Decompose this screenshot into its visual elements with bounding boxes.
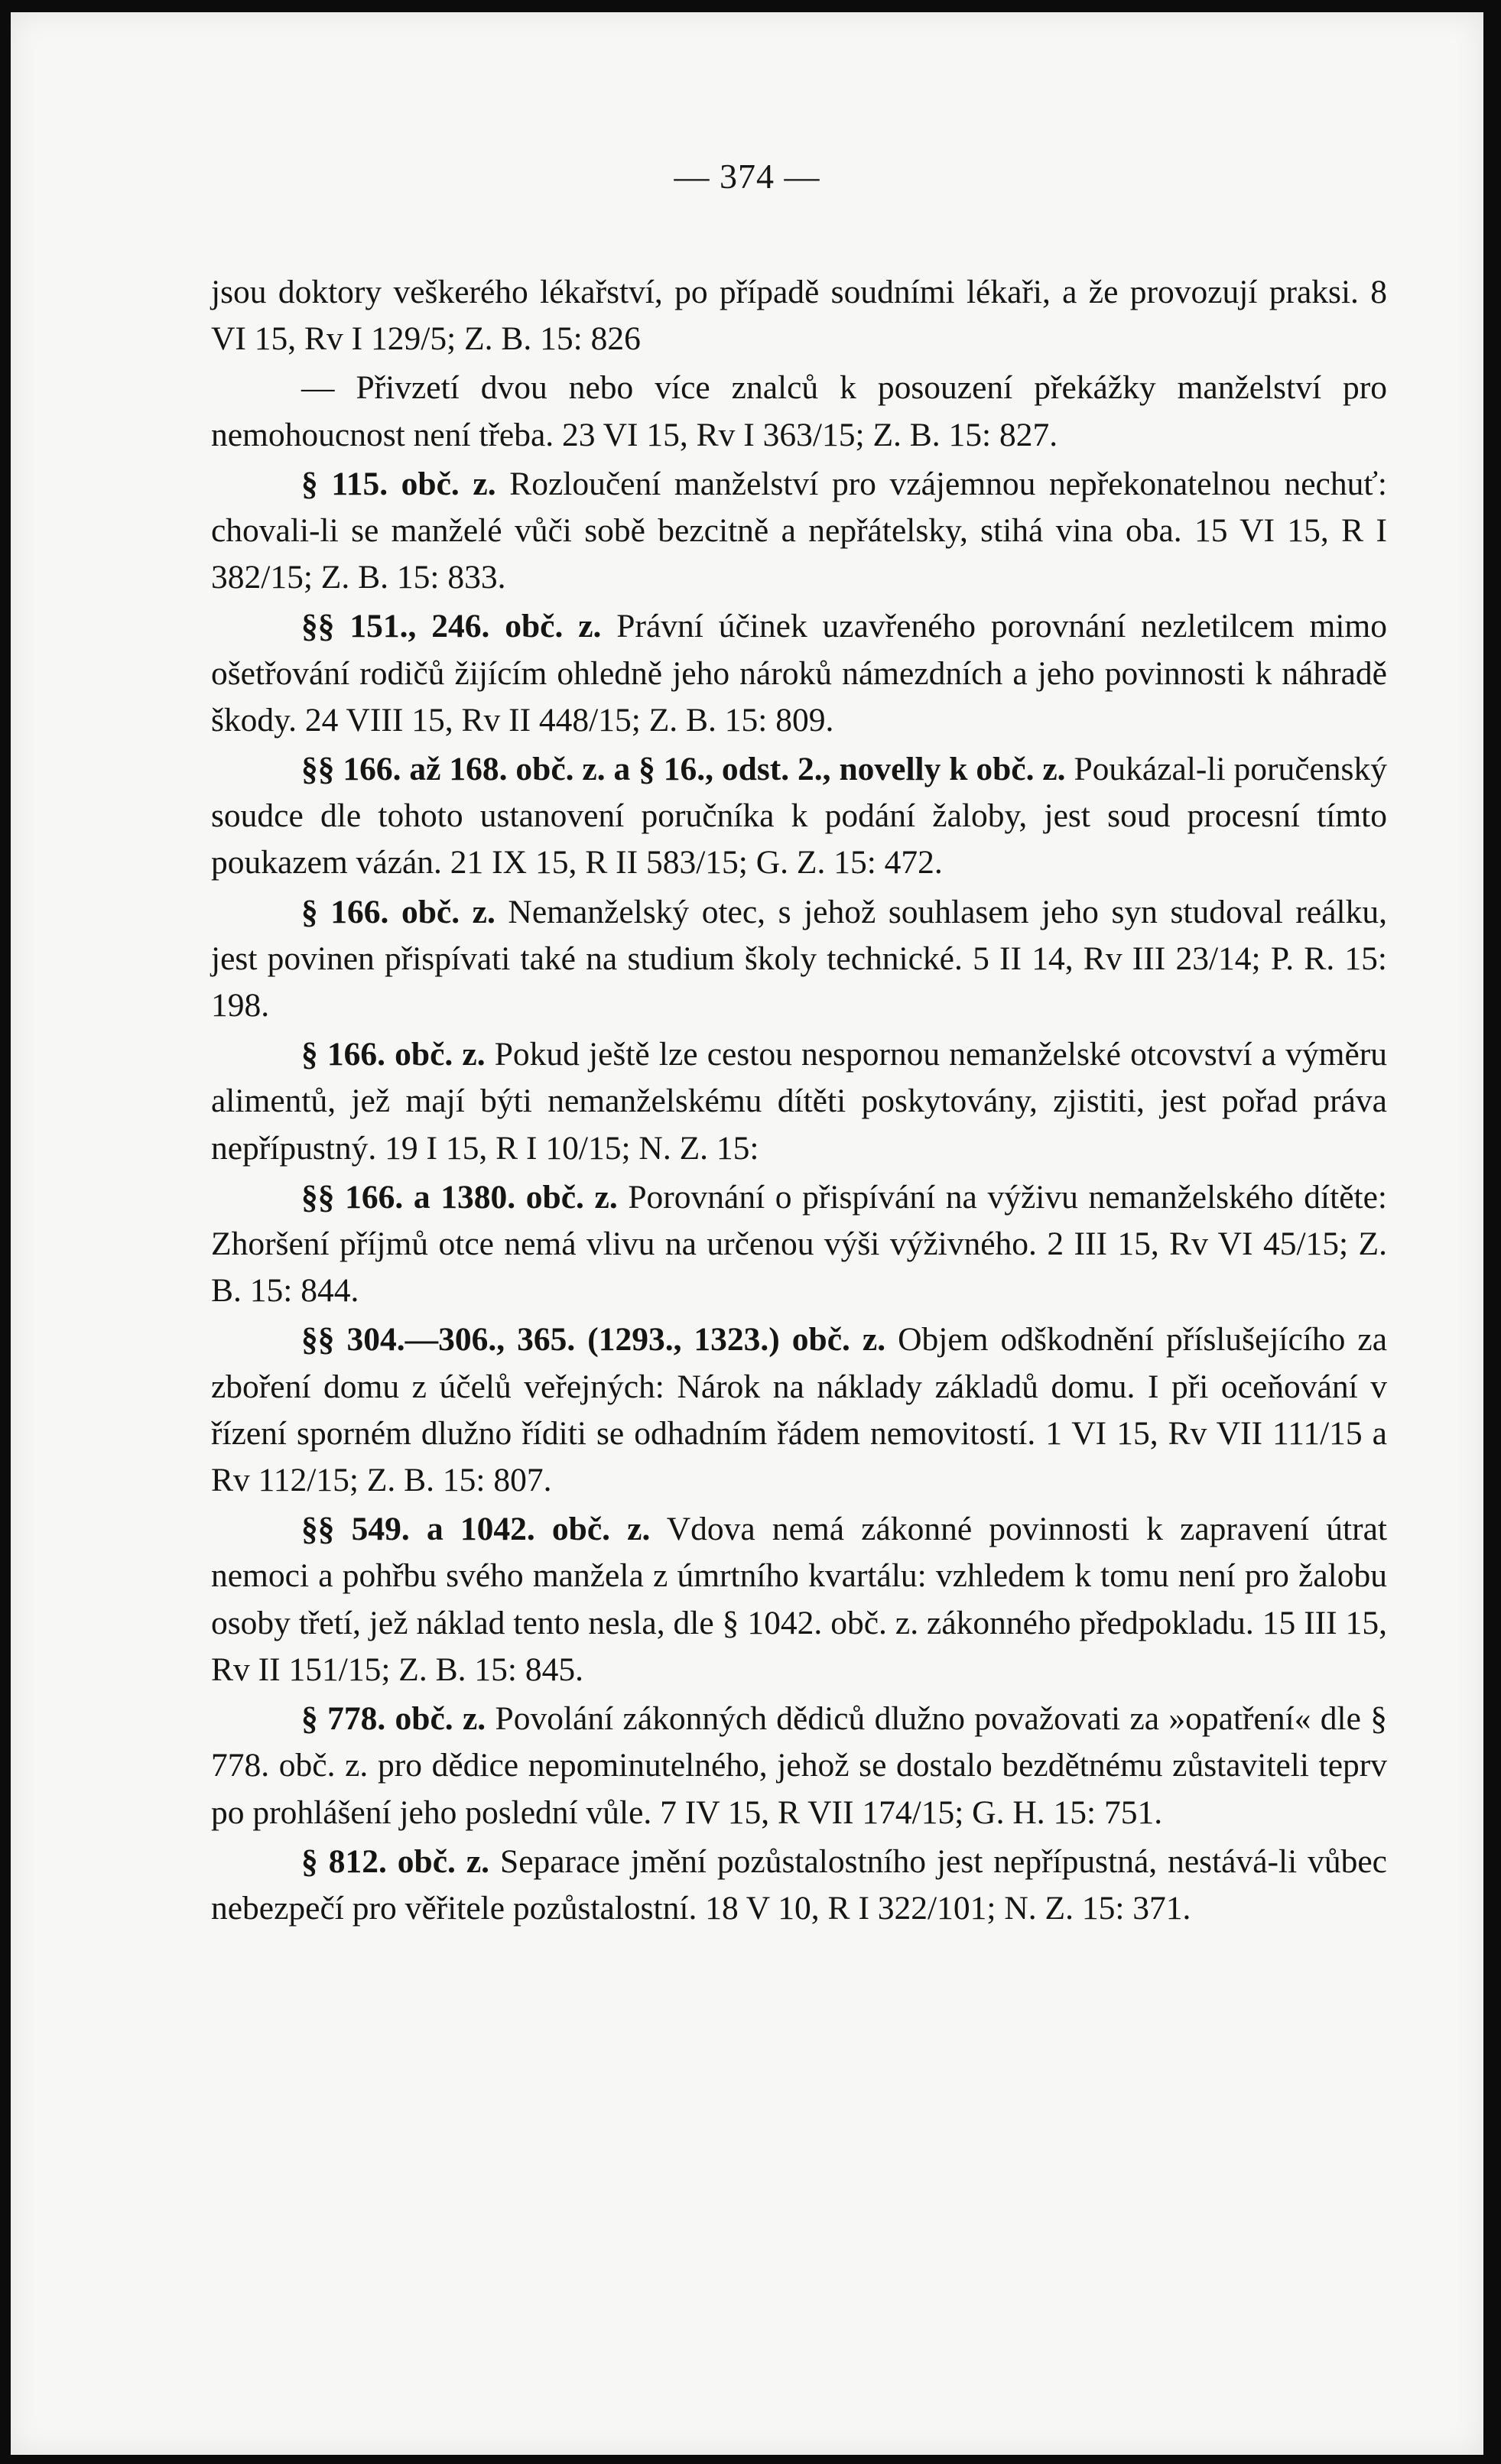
paragraph-4 [211,603,1387,744]
paragraph-heading: §§ 166. až 168. obč. z. a § 16., odst. 2., novelly k obč. z. [301,751,1066,788]
paragraph-body: — Přivzetí dvou nebo více znalců k posouzení překážky manželství pro nemohoucnost není třeba. 23 VI 15, Rv I 363/15; Z. B. 15: 827. [211,369,1387,453]
paragraph-heading: §§ 304.—306., 365. (1293., 1323.) obč. z. [301,1321,886,1359]
paragraph-heading: § 812. obč. z. [301,1842,490,1880]
paragraph-body: jsou doktory veškerého lékařství, po případě soudními lékaři, a že provozují praksi. 8 VI 15, Rv I 129/5; Z. B. 15: 826 [211,274,1387,358]
paragraph-2 [211,365,1387,458]
paragraph-heading: §§ 166. a 1380. obč. z. [301,1178,618,1216]
paragraph-3 [211,461,1387,602]
paragraph-body: Právní účinek uzavřeného porovnání nezletilcem mimo ošetřování rodičů žijícím ohledně jeho nároků námezdních a jeho povinnosti k náhradě škody. 24 VIII 15, Rv II 448/15; Z. B. 15: 809. [211,608,1387,739]
paragraph-body: Nemanželský otec, s jehož souhlasem jeho syn studoval reálku, jest povinen přispívati také na studium školy technické. 5 II 14, Rv III 23/14; P. R. 15: 198. [211,893,1387,1024]
paragraph-body: Porovnání o přispívání na výživu nemanželského dítěte: Zhoršení příjmů otce nemá vlivu na určenou výši výživného. 2 III 15, Rv VI 45/15; Z. B. 15: 844. [211,1178,1387,1310]
paragraph-heading: § 166. obč. z. [301,893,495,930]
paragraph-body: Pokud ještě lze cestou nespornou nemanželské otcovství a výměru alimentů, jež mají býti nemanželskému dítěti poskytovány, zjistiti, jest pořad práva nepřípustný. 19 I 15, R I 10/15; N. Z. 15: [211,1036,1388,1167]
paragraph-body: Poukázal-li poručenský soudce dle tohoto ustanovení poručníka k podání žaloby, jest soud procesní tímto poukazem vázán. 21 IX 15, R II 583/15; G. Z. 15: 472. [211,751,1387,881]
paragraph-heading: §§ 549. a 1042. obč. z. [301,1511,651,1548]
paragraph-body: Vdova nemá zákonné povinnosti k zapravení útrat nemoci a pohřbu svého manžela z úmrtního kvartálu: vzhledem k tomu není pro žalobu osoby třetí, jež náklad tento nesla, dle § 1042. obč. z. zákonného předpokladu. 15 III 15, Rv II 151/15; Z. B. 15: 845. [211,1511,1387,1688]
page-number: — 374 — [674,157,820,196]
paragraph-7 [211,1031,1387,1172]
paragraph-9 [211,1316,1387,1504]
paragraph-6 [211,889,1387,1030]
paragraph-heading: § 166. obč. z. [301,1036,486,1073]
paragraph-10 [211,1506,1387,1693]
paragraph-body: Povolání zákonných dědiců dlužno považovati za »opatření« dle § 778. obč. z. pro dědice nepominutelného, jehož se dostalo bezdětnému zůstaviteli teprv po prohlášení jeho poslední vůle. 7 IV 15, R VII 174/15; G. H. 15: 751. [211,1700,1387,1831]
paragraph-11 [211,1696,1387,1836]
paragraph-1 [211,269,1387,362]
paragraph-8 [211,1174,1387,1315]
page-text [211,269,1387,1934]
paragraph-body: Separace jmění pozůstalostního jest nepřípustná, nestává-li vůbec nebezpečí pro věřitele pozůstalostní. 18 V 10, R I 322/101; N. Z. 15: 371. [211,1842,1387,1927]
paragraph-body: Rozloučení manželství pro vzájemnou nepřekonatelnou nechuť: chovali-li se manželé vůči sobě bezcitně a nepřátelsky, stihá vina oba. 15 VI 15, R I 382/15; Z. B. 15: 833. [211,465,1387,596]
book-page [11,12,1483,2455]
paragraph-body: Objem odškodnění příslušejícího za zboření domu z účelů veřejných: Nárok na náklady základů domu. I při oceňování v řízení sporném dlužno říditi se odhadním řádem nemovitostí. 1 VI 15, Rv VII 111/15 a Rv 112/15; Z. B. 15: 807. [211,1321,1388,1499]
paragraph-heading: § 778. obč. z. [301,1700,486,1738]
paragraph-heading: §§ 151., 246. obč. z. [301,608,602,645]
paragraph-12 [211,1839,1387,1932]
paragraph-5 [211,746,1387,887]
paragraph-heading: § 115. obč. z. [301,465,496,502]
